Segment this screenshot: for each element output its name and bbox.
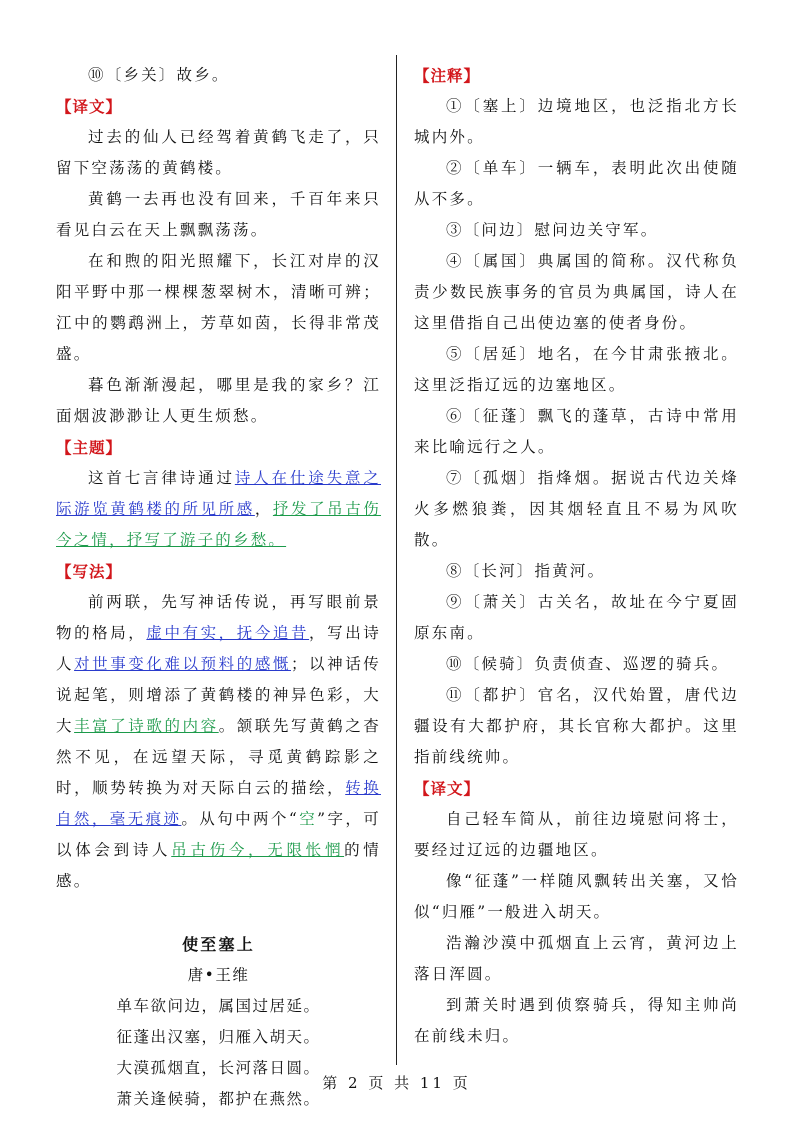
right-column (414, 60, 739, 1052)
poem-title: 使至塞上 (182, 935, 255, 954)
translation-paragraph: 到萧关时遇到侦察骑兵，得知主帅尚在前线未归。 (414, 996, 739, 1045)
note-item: ⑧〔长河〕指黄河。 (446, 562, 606, 580)
technique-highlight-blue: 对世事变化难以预料的感慨 (74, 655, 291, 673)
technique-paragraph (56, 587, 381, 897)
theme-highlight-green: 抒发了吊古伤今之情，抒写了游子的乡愁。 (56, 500, 382, 549)
poem-line: 萧关逢候骑，都护在燕然。 (116, 1090, 321, 1108)
poem-author: 唐•王维 (187, 966, 250, 984)
heading-theme: 【主题】 (56, 438, 123, 457)
technique-highlight-green: 丰富了诗歌的内容 (74, 717, 219, 735)
poem-line: 征蓬出汉塞，归雁入胡天。 (116, 1028, 321, 1046)
technique-highlight-blue: 虚中有实，抚今追昔 (146, 624, 310, 642)
note-item: ③〔问边〕慰问边关守军。 (446, 221, 659, 239)
translation-paragraph: 自己轻车简从，前往边境慰问将士，要经过辽远的边疆地区。 (414, 810, 739, 859)
poem-line: 大漠孤烟直，长河落日圆。 (116, 1059, 321, 1077)
technique-highlight-blue: 转换自然，毫无痕迹 (56, 779, 381, 828)
theme-text: ， (254, 500, 273, 518)
technique-text: 。从句中两个“ (181, 810, 299, 828)
theme-text: 这首七言律诗通过 (88, 469, 235, 487)
technique-text: 。颔联先写黄鹤之杳然不见，在远望天际，寻觅黄鹤踪影之时，顺势转换为对天际白云的描绘， (56, 717, 381, 797)
note-item: ⑪〔都护〕官名，汉代始置，唐代边疆设有大都护府，其长官称大都护。这里指前线统帅。 (414, 686, 739, 766)
heading-translation-right: 【译文】 (414, 779, 481, 798)
note-10: ⑩〔乡关〕故乡。 (88, 66, 230, 84)
technique-highlight-green: 吊古伤今，无限怅惘 (171, 841, 345, 859)
translation-paragraph: 像“征蓬”一样随风飘转出关塞，又恰似“归雁”一般进入胡天。 (414, 872, 739, 921)
theme-highlight-blue: 诗人在仕途失意之际游览黄鹤楼的所见所感 (56, 469, 381, 518)
technique-text: ，写出诗人 (56, 624, 381, 673)
technique-text: ；以神话传说起笔，则增添了黄鹤楼的神异色彩，大大 (56, 655, 381, 735)
technique-keyword: 空 (299, 810, 318, 828)
heading-notes: 【注释】 (414, 66, 481, 85)
note-item: ⑤〔居延〕地名，在今甘肃张掖北。这里泛指辽远的边塞地区。 (414, 345, 739, 394)
translation-paragraph: 浩瀚沙漠中孤烟直上云宵，黄河边上落日浑圆。 (414, 934, 739, 983)
poem-line: 单车欲问边，属国过居延。 (116, 997, 321, 1015)
theme-paragraph (56, 463, 381, 556)
note-item: ⑩〔候骑〕负责侦查、巡逻的骑兵。 (446, 655, 730, 673)
left-column (56, 60, 381, 1115)
note-item: ④〔属国〕典属国的简称。汉代称负责少数民族事务的官员为典属国，诗人在这里借指自己出使边塞的使者身份。 (414, 252, 739, 332)
note-item: ⑨〔萧关〕古关名，故址在今宁夏固原东南。 (414, 593, 739, 642)
technique-text: ”字，可以体会到诗人 (56, 810, 382, 859)
technique-text: 前两联，先写神话传说，再写眼前景物的格局， (56, 593, 381, 642)
technique-text: 的情感。 (56, 841, 381, 890)
translation-paragraph: 过去的仙人已经驾着黄鹤飞走了，只留下空荡荡的黄鹤楼。 (56, 128, 381, 177)
note-item: ①〔塞上〕边境地区，也泛指北方长城内外。 (414, 97, 739, 146)
column-divider (396, 55, 397, 1065)
translation-paragraph: 黄鹤一去再也没有回来，千百年来只看见白云在天上飘飘荡荡。 (56, 190, 381, 239)
note-item: ②〔单车〕一辆车，表明此次出使随从不多。 (414, 159, 739, 208)
page-number: 第 2 页 共 11 页 (322, 1074, 471, 1092)
note-item: ⑥〔征蓬〕飘飞的蓬草，古诗中常用来比喻远行之人。 (414, 407, 739, 456)
heading-technique: 【写法】 (56, 562, 123, 581)
translation-paragraph: 在和煦的阳光照耀下，长江对岸的汉阳平野中那一棵棵葱翠树木，清晰可辨；江中的鹦鹉洲上，芳草如茵，长得非常茂盛。 (56, 252, 381, 363)
heading-translation: 【译文】 (56, 97, 123, 116)
note-item: ⑦〔孤烟〕指烽烟。据说古代边关烽火多燃狼粪，因其烟轻直且不易为风吹散。 (414, 469, 739, 549)
translation-paragraph: 暮色渐渐漫起，哪里是我的家乡？江面烟波渺渺让人更生烦愁。 (56, 376, 381, 425)
